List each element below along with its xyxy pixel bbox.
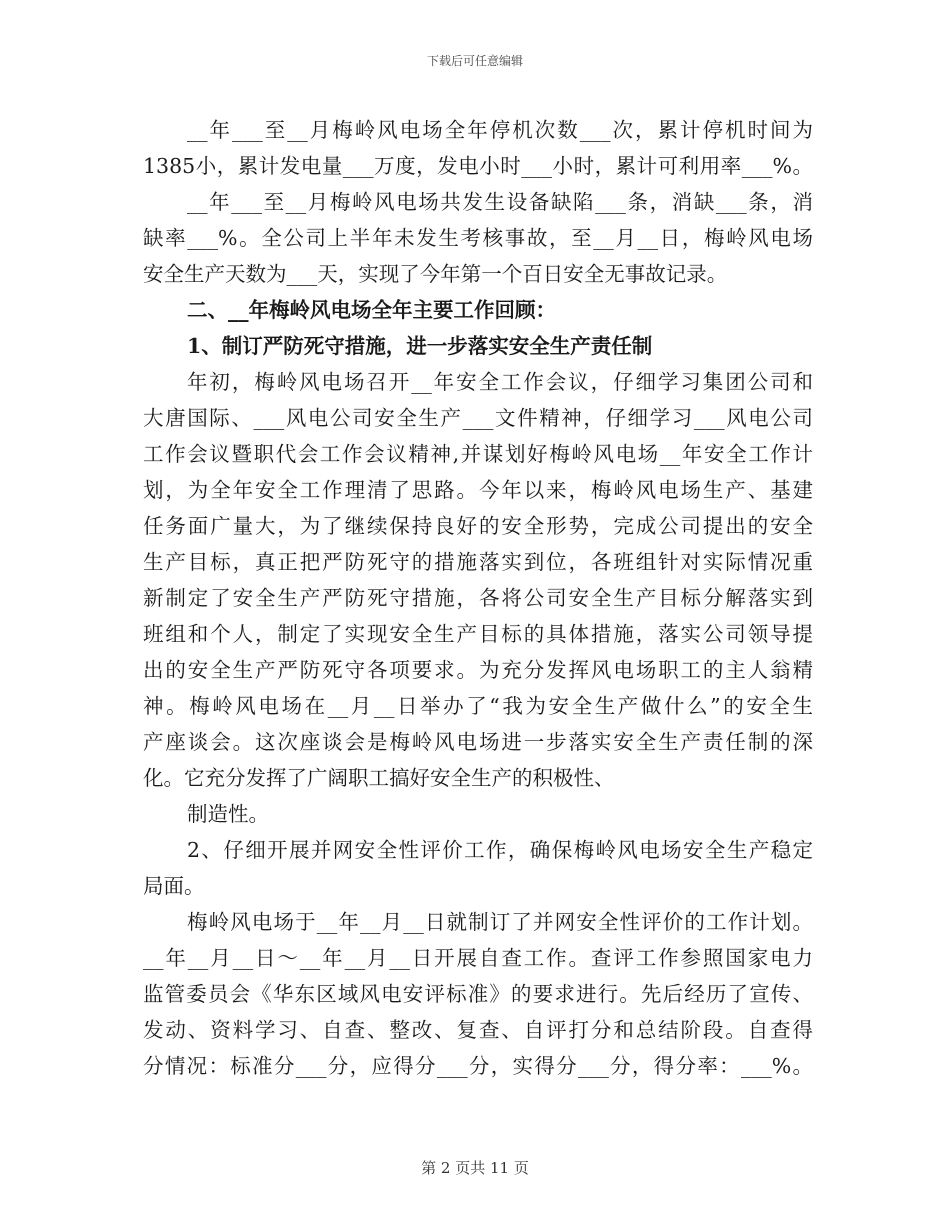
subsection-heading: 1、制订严防死守措施，进一步落实安全生产责任制	[187, 334, 653, 358]
paragraph-line: 梅岭风电场于__年__月__日就制订了并网安全性评价的工作计划。	[187, 910, 813, 934]
paragraph-line: 大唐国际、___风电公司安全生产___文件精神，仔细学习___风电公司	[143, 406, 813, 430]
paragraph-line: 工作会议暨职代会工作会议精神,并谋划好梅岭风电场__年安全工作计	[143, 442, 813, 466]
paragraph-line: 生产目标，真正把严防死守的措施落实到位，各班组针对实际情况重	[143, 550, 813, 574]
paragraph-line: 产座谈会。这次座谈会是梅岭风电场进一步落实安全生产责任制的深	[143, 730, 813, 754]
paragraph-line: 化。它充分发挥了广阔职工搞好安全生产的积极性、	[143, 766, 615, 790]
paragraph-line: 缺率___%。全公司上半年未发生考核事故，至__月__日，梅岭风电场	[143, 226, 813, 250]
section-heading: 二、__年梅岭风电场全年主要工作回顾：	[187, 298, 556, 322]
paragraph-line: 出的安全生产严防死守各项要求。为充分发挥风电场职工的主人翁精	[143, 658, 813, 682]
paragraph-line: 班组和个人，制定了实现安全生产目标的具体措施，落实公司领导提	[143, 622, 813, 646]
paragraph-line: __年___至__月梅岭风电场全年停机次数___次，累计停机时间为	[187, 118, 813, 142]
paragraph-line: 任务面广量大，为了继续保持良好的安全形势，完成公司提出的安全	[143, 514, 813, 538]
paragraph-line: 监管委员会《华东区域风电安评标准》的要求进行。先后经历了宣传、	[143, 982, 813, 1006]
paragraph-line: 1385小，累计发电量___万度，发电小时___小时，累计可利用率___%。	[143, 154, 813, 178]
paragraph-line: 安全生产天数为___天，实现了今年第一个百日安全无事故记录。	[143, 262, 728, 286]
paragraph-line: 神。梅岭风电场在__月__日举办了“我为安全生产做什么”的安全生	[143, 694, 813, 718]
paragraph-line: 局面。	[143, 874, 205, 898]
paragraph-line: 新制定了安全生产严防死守措施，各将公司安全生产目标分解落实到	[143, 586, 813, 610]
paragraph-line: 分情况：标准分___分，应得分___分，实得分___分，得分率：___%。	[143, 1054, 813, 1078]
page-header: 下载后可任意编辑	[426, 54, 523, 68]
subsection-heading: 2、仔细开展并网安全性评价工作，确保梅岭风电场安全生产稳定	[187, 838, 813, 862]
page-footer: 第 2 页共 11 页	[421, 1159, 529, 1177]
paragraph-line: 年初，梅岭风电场召开__年安全工作会议，仔细学习集团公司和	[187, 370, 813, 394]
paragraph-line: 制造性。	[187, 802, 269, 826]
paragraph-line: __年___至__月梅岭风电场共发生设备缺陷___条，消缺___条，消	[187, 190, 813, 214]
paragraph-line: 划，为全年安全工作理清了思路。今年以来，梅岭风电场生产、基建	[143, 478, 813, 502]
paragraph-line: __年__月__日～__年__月__日开展自查工作。查评工作参照国家电力	[143, 946, 813, 970]
paragraph-line: 发动、资料学习、自查、整改、复查、自评打分和总结阶段。自查得	[143, 1018, 813, 1042]
